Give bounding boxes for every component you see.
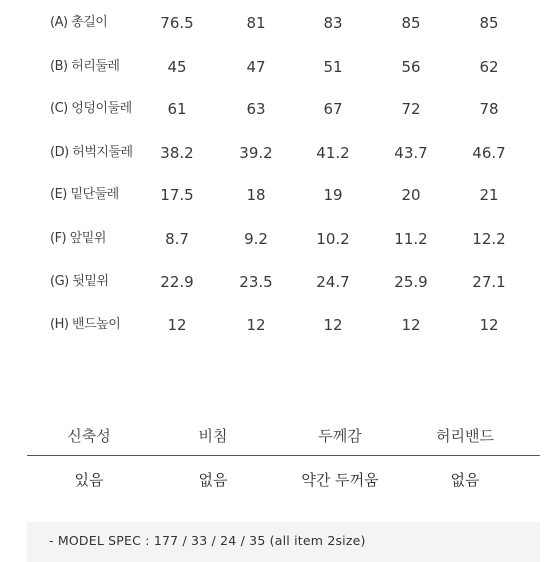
model-spec-box xyxy=(27,522,540,562)
size-value: 41.2 xyxy=(316,144,350,162)
row-label: (G) 뒷밑위 xyxy=(50,274,109,289)
model-spec-text: - MODEL SPEC : 177 / 33 / 24 / 35 (all item 2size) xyxy=(49,533,366,548)
size-value: 12.2 xyxy=(472,230,506,248)
size-value: 85 xyxy=(479,14,499,32)
size-value: 10.2 xyxy=(316,230,350,248)
size-value: 22.9 xyxy=(160,273,194,291)
size-value: 51 xyxy=(323,58,343,76)
size-value: 12 xyxy=(401,316,421,334)
attribute-header-stretch: 신축성 xyxy=(67,427,111,445)
size-value: 45 xyxy=(167,58,187,76)
size-row-total-length xyxy=(0,10,555,36)
size-value: 12 xyxy=(246,316,266,334)
size-value: 21 xyxy=(479,186,499,204)
attribute-value-stretch: 있음 xyxy=(74,471,104,489)
size-value: 12 xyxy=(479,316,499,334)
size-row-hem xyxy=(0,182,555,208)
size-value: 8.7 xyxy=(165,230,189,248)
size-value: 39.2 xyxy=(239,144,273,162)
size-value: 43.7 xyxy=(394,144,428,162)
size-value: 47 xyxy=(246,58,266,76)
attribute-value-waistband: 없음 xyxy=(450,471,480,489)
attribute-header-sheerness: 비침 xyxy=(198,427,228,445)
row-label: (A) 총길이 xyxy=(50,15,108,30)
size-value: 67 xyxy=(323,100,343,118)
size-value: 85 xyxy=(401,14,421,32)
size-value: 76.5 xyxy=(160,14,194,32)
size-row-band-height xyxy=(0,312,555,338)
row-label: (C) 엉덩이둘레 xyxy=(50,101,132,116)
size-value: 20 xyxy=(401,186,421,204)
attribute-value-row xyxy=(0,467,555,493)
size-value: 27.1 xyxy=(472,273,506,291)
row-label: (F) 앞밑위 xyxy=(50,231,106,246)
size-value: 23.5 xyxy=(239,273,273,291)
size-row-front-rise xyxy=(0,226,555,252)
size-value: 81 xyxy=(246,14,266,32)
size-value: 62 xyxy=(479,58,499,76)
size-value: 17.5 xyxy=(160,186,194,204)
size-value: 9.2 xyxy=(244,230,268,248)
size-row-waist xyxy=(0,54,555,80)
size-value: 25.9 xyxy=(394,273,428,291)
size-value: 78 xyxy=(479,100,499,118)
size-value: 63 xyxy=(246,100,266,118)
size-value: 19 xyxy=(323,186,343,204)
size-value: 72 xyxy=(401,100,421,118)
size-value: 12 xyxy=(323,316,343,334)
attribute-value-thickness: 약간 두꺼움 xyxy=(301,471,379,489)
row-label: (D) 허벅지둘레 xyxy=(50,145,133,160)
size-value: 18 xyxy=(246,186,266,204)
attribute-divider xyxy=(27,455,540,456)
row-label: (E) 밑단둘레 xyxy=(50,187,119,202)
attribute-header-row xyxy=(0,423,555,449)
row-label: (B) 허리둘레 xyxy=(50,59,120,74)
size-value: 61 xyxy=(167,100,187,118)
size-value: 12 xyxy=(167,316,187,334)
attribute-header-thickness: 두께감 xyxy=(318,427,362,445)
size-value: 11.2 xyxy=(394,230,428,248)
size-value: 56 xyxy=(401,58,421,76)
size-value: 24.7 xyxy=(316,273,350,291)
size-row-back-rise xyxy=(0,269,555,295)
attribute-header-waistband: 허리밴드 xyxy=(436,427,494,445)
attribute-value-sheerness: 없음 xyxy=(198,471,228,489)
size-row-hip xyxy=(0,96,555,122)
size-row-thigh xyxy=(0,140,555,166)
row-label: (H) 밴드높이 xyxy=(50,317,121,332)
size-value: 83 xyxy=(323,14,343,32)
size-value: 38.2 xyxy=(160,144,194,162)
size-value: 46.7 xyxy=(472,144,506,162)
